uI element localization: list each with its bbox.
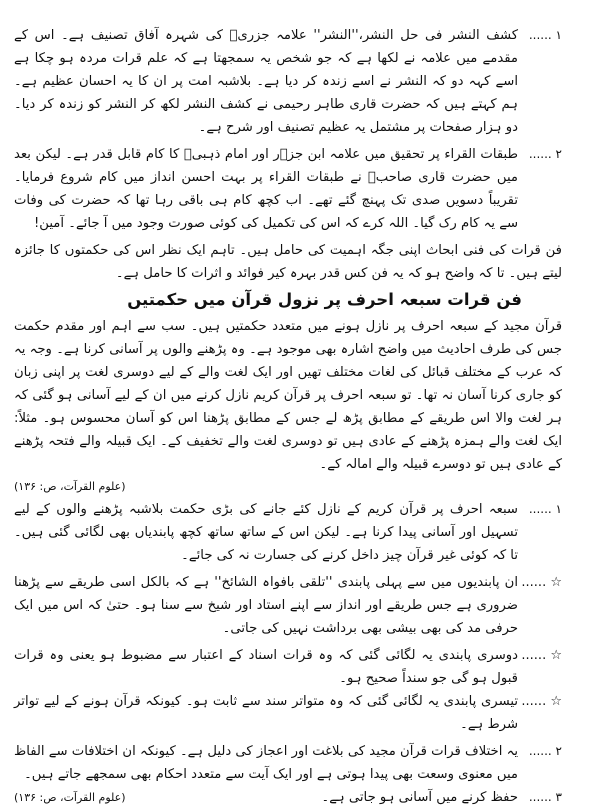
point-star-2 (14, 644, 562, 690)
point-reference: (علوم القرآت، ص: ۱۳۶) (14, 791, 126, 804)
point-star-3 (14, 690, 562, 736)
point-text: ان پابندیوں میں سے پہلی پابندی ''تلقی بافواہ الشائخ'' ہے کہ بالکل اسی طریقے سے پڑھنا ضروری ہے جس طریقے اور انداز سے اپنے استاد اور شیخ سے سنا ہو۔ حتیٰ کہ اس میں ایک حرفی مد کی بھی بیشی بھی برداشت نہیں کی جاتی۔ (14, 575, 518, 636)
point-marker: ۳ ...... (528, 790, 562, 804)
point-1 (14, 498, 562, 567)
intro-paragraph: فن قرات کی فنی ابحاث اپنی جگہ اہمیت کی حامل ہیں۔ تاہم ایک نظر اس کی حکمتوں کا جائزہ لیتے ہیں۔ تا کہ واضح ہو کہ یہ فن کس قدر بہرہ کیر فوائد و اثرات کا حامل ہے۔ (14, 243, 562, 281)
point-3 (14, 786, 562, 809)
item-text: طبقات القراء پر تحقیق میں علامہ ابن جزؒر اور امام ذہبیؒ کا کام قابل قدر ہے۔ لیکن بعد میں حضرت قاری صاحبؒ نے طبقات القراء پر بہت احسن انداز میں کام شروع فرمایا۔ تقریباً دسویں صدی تک پہنچ گئے تھے۔ اب کچھ کام ہی باقی رہا تھا کہ حضرت کی وفات سے یہ کام رک گیا۔ اللہ کرے کہ اس کی تکمیل کی کوئی صورت وجود میں آ جائے۔ آمین! (14, 147, 518, 231)
numbered-item-2 (14, 143, 562, 235)
body-paragraph: قرآن مجید کے سبعہ احرف پر نازل ہونے میں متعدد حکمتیں ہیں۔ سب سے اہم اور مقدم حکمت جس کی طرف احادیث میں واضح اشارہ بھی موجود ہے۔ وہ پڑھنے والوں پر آسانی کرنا ہے۔ وجہ یہ کہ عرب کے مختلف قبائل کی لغات مختلف تھیں اور ایک لغت والے کے لیے دوسری لغت پر اپنی زبان کو جاری کرنا آسان نہ تھا۔ تو سبعہ احرف پر قرآن کریم نازل کرنے میں ان کے لیے آسانی ہو گئی کہ ہر لغت والا اس طریقے کے مطابق پڑھ لے جس کے مطابق پڑھنا اس کو آسان محسوس ہو۔ مثلاً: ایک لغت والے ہمزہ پڑھنے کے عادی ہیں تو دوسری لغت والے تخفیف کے۔ ایک قبیلہ والے فتحہ پڑھنے کے عادی ہیں تو دوسرے قبیلہ والے امالہ کے۔ (14, 319, 562, 472)
point-star-1 (14, 571, 562, 640)
point-text: سبعہ احرف پر قرآن کریم کے نازل کئے جانے کی بڑی حکمت بلاشبہ پڑھنے والوں کے لیے تسہیل اور آسانی پیدا کرنا ہے۔ لیکن اس کے ساتھ ساتھ کچھ پابندیاں بھی لگائی گئی ہیں۔ تا کہ کوئی غیر قرآن چیز داخل کرنے کی جسارت نہ کی جائے۔ (14, 502, 518, 563)
star-marker: ☆ ...... (521, 575, 562, 590)
point-marker: ۱ ...... (528, 502, 562, 516)
body-reference: (علوم القرآت، ص: ۱۳۶) (14, 480, 126, 493)
point-text: تیسری پابندی یہ لگائی گئی کہ وہ متواتر سند سے ثابت ہو۔ کیونکہ قرآن ہونے کے لیے تواتر شرط ہے۔ (14, 694, 518, 732)
item-marker: ۱ ...... (528, 28, 562, 42)
point-text: دوسری پابندی یہ لگائی گئی کہ وہ قرات اسناد کے اعتبار سے مضبوط ہو یعنی وہ قرات قبول ہو گی جو سنداً صحیح ہو۔ (14, 648, 518, 686)
point-marker: ۲ ...... (528, 744, 562, 758)
point-text: یہ اختلاف قرات قرآن مجید کی بلاغت اور اعجاز کی دلیل ہے۔ کیونکہ ان اختلافات سے الفاظ میں معنوی وسعت بھی پیدا ہوتی ہے اور ایک آیت سے متعدد احکام بھی سمجھے جاتے ہیں۔ (14, 744, 518, 782)
point-text: حفظ کرنے میں آسانی ہو جاتی ہے۔ (321, 790, 518, 805)
item-text: کشف النشر فی حل النشر،''النشر'' علامہ جزریؒ کی شہرہ آفاق تصنیف ہے۔ اس کے مقدمے میں علامہ نے لکھا ہے کہ جو شخص یہ سمجھتا ہے کہ علم قرات مردہ ہو چکا ہے اسے کہہ دو کہ النشر نے اسے زندہ کر دیا ہے۔ بلاشبہ امت پر ان کا یہ احسان عظیم ہے۔ ہم کہتے ہیں کہ حضرت قاری طاہر رحیمی نے کشف النشر لکھ کر النشر کو زندہ کر دیا۔ دو ہزار صفحات پر مشتمل یہ عظیم تصنیف اور شرح ہے۔ (14, 28, 518, 135)
star-marker: ☆ ...... (521, 648, 562, 663)
section-heading: فن قرات سبعہ احرف پر نزول قرآن میں حکمتیں (127, 290, 522, 309)
numbered-item-1 (14, 24, 562, 139)
point-2 (14, 740, 562, 786)
item-marker: ۲ ...... (528, 147, 562, 161)
star-marker: ☆ ...... (521, 694, 562, 709)
